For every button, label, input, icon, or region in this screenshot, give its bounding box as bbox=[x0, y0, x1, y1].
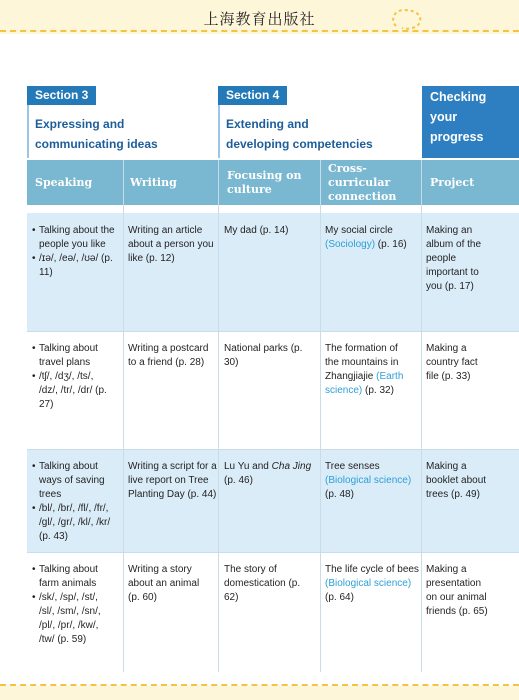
section-subtitle: Expressing and communicating ideas bbox=[35, 117, 158, 151]
speaking-cell bbox=[32, 563, 112, 647]
column-divider bbox=[218, 160, 219, 672]
publisher-name: 上海教育出版社 bbox=[203, 10, 316, 28]
column-header-speaking: Speaking bbox=[35, 175, 93, 189]
column-divider bbox=[421, 160, 422, 672]
writing-cell: Writing a postcard to a friend (p. 28) bbox=[128, 343, 209, 368]
row-divider bbox=[27, 552, 519, 553]
list-item: • /bl/, /br/, /fl/, /fr/, /gl/, /gr/, /kl/, /kr/ (p. 43) bbox=[32, 502, 112, 544]
subject-label: (Earth science) bbox=[325, 371, 404, 396]
column-header-writing: Writing bbox=[130, 175, 177, 189]
speaking-cell bbox=[32, 224, 122, 280]
checking-your-progress-header: Checking your progress bbox=[422, 86, 519, 158]
list-item: • /ɪə/, /eə/, /ʊə/ (p. 11) bbox=[32, 252, 122, 280]
section-tab: Section 4 bbox=[218, 86, 287, 105]
subject-label: (Biological science) bbox=[325, 475, 412, 486]
list-item: • Talking about travel plans bbox=[32, 342, 114, 370]
section-subtitle: Extending and developing competencies bbox=[226, 117, 373, 151]
list-item: • Talking about the people you like bbox=[32, 224, 122, 252]
list-item: • Talking about ways of saving trees bbox=[32, 460, 112, 502]
list-item: • /sk/, /sp/, /st/, /sl/, /sm/, /sn/, /pl/, /pr/, /kw/, /tw/ (p. 59) bbox=[32, 591, 112, 647]
speaking-cell bbox=[32, 342, 114, 412]
row-divider bbox=[27, 331, 519, 332]
culture-cell: Lu Yu and Cha Jing (p. 46) bbox=[224, 461, 312, 486]
cross-curricular-cell: The formation of the mountains in Zhangjiajie (Earth science) (p. 32) bbox=[325, 343, 404, 396]
section-3-header bbox=[27, 86, 217, 158]
top-dashed-line bbox=[0, 30, 519, 32]
section-tab: Section 3 bbox=[27, 86, 96, 105]
book-title: Cha Jing bbox=[271, 461, 312, 472]
culture-cell: My dad (p. 14) bbox=[224, 225, 289, 236]
column-header-cross-curricular: Cross-curricular connection bbox=[328, 161, 397, 203]
project-cell: Making a presentation on our animal friends (p. 65) bbox=[426, 564, 488, 617]
writing-cell: Writing a script for a live report on Tree Planting Day (p. 44) bbox=[128, 461, 217, 500]
section-4-header bbox=[218, 86, 418, 158]
doodle-icon bbox=[388, 6, 428, 32]
list-item: • Talking about farm animals bbox=[32, 563, 112, 591]
bottom-strip bbox=[0, 686, 519, 700]
column-divider bbox=[320, 160, 321, 672]
project-cell: Making an album of the people important to you (p. 17) bbox=[426, 225, 482, 292]
cross-curricular-cell: Tree senses (Biological science) (p. 48) bbox=[325, 461, 412, 500]
list-item: • /tʃ/, /dʒ/, /ts/, /dz/, /tr/, /dr/ (p. 27) bbox=[32, 370, 114, 412]
cross-curricular-cell: The life cycle of bees (Biological science) (p. 64) bbox=[325, 564, 419, 603]
culture-cell: The story of domestication (p. 62) bbox=[224, 564, 301, 603]
writing-cell: Writing an article about a person you like (p. 12) bbox=[128, 225, 214, 264]
project-cell: Making a booklet about trees (p. 49) bbox=[426, 461, 487, 500]
culture-cell: National parks (p. 30) bbox=[224, 343, 303, 368]
column-divider bbox=[123, 160, 124, 672]
cross-curricular-cell: My social circle (Sociology) (p. 16) bbox=[325, 225, 407, 250]
project-cell: Making a country fact file (p. 33) bbox=[426, 343, 478, 382]
column-header-culture: Focusing on culture bbox=[227, 168, 302, 196]
column-header-project: Project bbox=[430, 175, 475, 189]
speaking-cell bbox=[32, 460, 112, 544]
subject-label: (Biological science) bbox=[325, 578, 412, 589]
writing-cell: Writing a story about an animal (p. 60) bbox=[128, 564, 200, 603]
row-divider bbox=[27, 449, 519, 450]
subject-label: (Sociology) bbox=[325, 239, 376, 250]
